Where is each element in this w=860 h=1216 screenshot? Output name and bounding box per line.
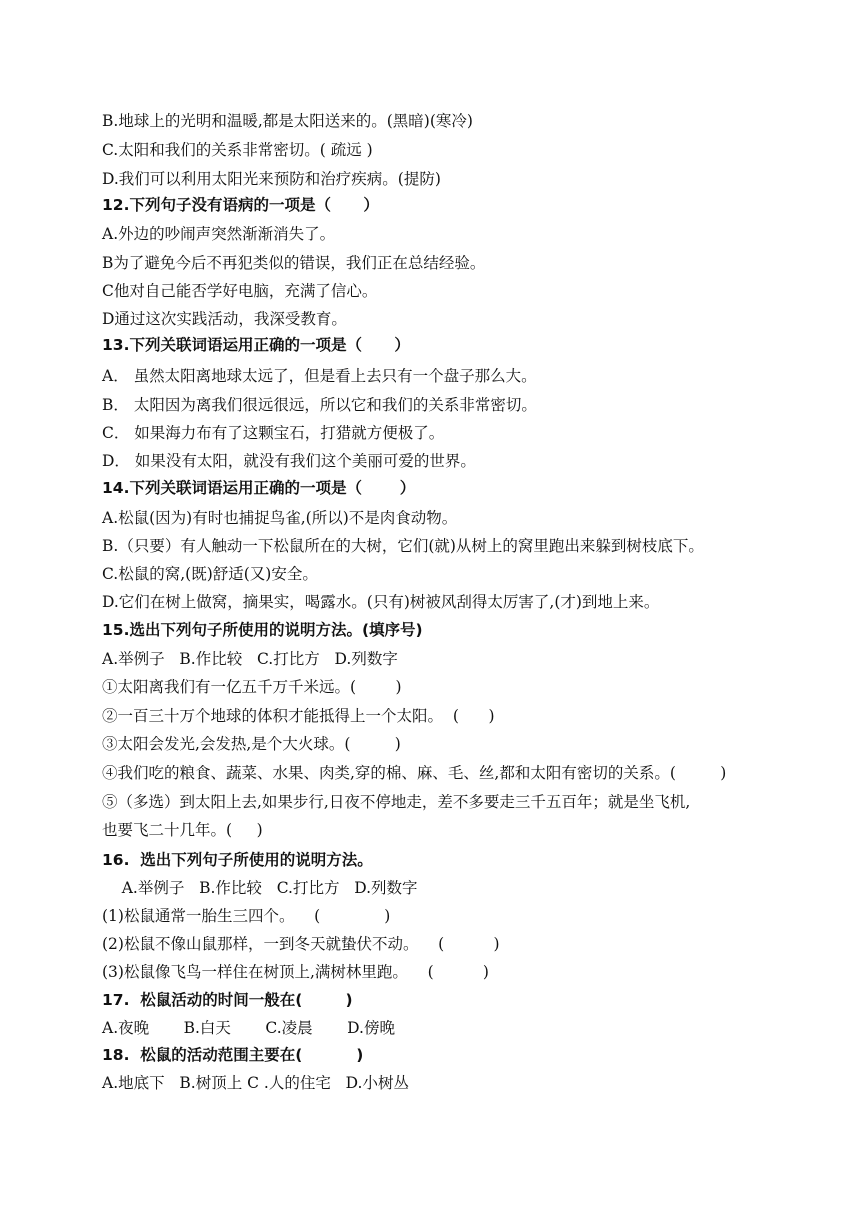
q15-item-2: ②一百三十万个地球的体积才能抵得上一个太阳。 ( ): [102, 707, 495, 725]
q15-choices: A.举例子 B.作比较 C.打比方 D.列数字: [102, 650, 398, 668]
q11-option-c: C.太阳和我们的关系非常密切。( 疏远 ): [102, 141, 373, 159]
q13-option-b: B． 太阳因为离我们很远很远，所以它和我们的关系非常密切。: [102, 396, 537, 414]
q16-item-3: (3)松鼠像飞鸟一样住在树顶上,满树林里跑。 ( ): [102, 963, 489, 981]
q15-title: 15.选出下列句子所使用的说明方法。(填序号): [102, 621, 423, 639]
q14-option-b: B.（只要）有人触动一下松鼠所在的大树，它们(就)从树上的窝里跑出来躲到树枝底下。: [102, 537, 704, 555]
q11-option-d: D.我们可以利用太阳光来预防和治疗疾病。(提防): [102, 170, 441, 188]
q12-option-d: D通过这次实践活动，我深受教育。: [102, 310, 347, 328]
q18-options: A.地底下 B.树顶上 C .人的住宅 D.小树丛: [102, 1074, 409, 1092]
q12-option-a: A.外边的吵闹声突然渐渐消失了。: [102, 225, 336, 243]
q13-title: 13.下列关联词语运用正确的一项是（ ）: [102, 336, 410, 354]
q13-option-c: C． 如果海力布有了这颗宝石，打猎就方便极了。: [102, 424, 445, 442]
q15-item-3: ③太阳会发光,会发热,是个大火球。( ): [102, 735, 401, 753]
q15-item-4: ④我们吃的粮食、蔬菜、水果、肉类,穿的棉、麻、毛、丝,都和太阳有密切的关系。( ): [102, 764, 727, 782]
q11-option-b: B.地球上的光明和温暖,都是太阳送来的。(黑暗)(寒冷): [102, 112, 473, 130]
q15-item-5: ⑤（多选）到太阳上去,如果步行,日夜不停地走，差不多要走三千五百年；就是坐飞机,: [102, 793, 691, 811]
q12-option-b: B为了避免今后不再犯类似的错误，我们正在总结经验。: [102, 254, 486, 272]
q18-title: 18. 松鼠的活动范围主要在( ): [102, 1046, 364, 1064]
q12-title: 12.下列句子没有语病的一项是（ ）: [102, 196, 379, 214]
q17-options: A.夜晚 B.白天 C.凌晨 D.傍晚: [102, 1019, 395, 1037]
q15-item-1: ①太阳离我们有一亿五千万千米远。( ): [102, 678, 402, 696]
q14-title: 14.下列关联词语运用正确的一项是（ ）: [102, 479, 416, 497]
q14-option-d: D.它们在树上做窝，摘果实，喝露水。(只有)树被风刮得太厉害了,(才)到地上来。: [102, 593, 660, 611]
q12-option-c: C他对自己能否学好电脑，充满了信心。: [102, 282, 378, 300]
q14-option-c: C.松鼠的窝,(既)舒适(又)安全。: [102, 565, 318, 583]
q13-option-d: D． 如果没有太阳，就没有我们这个美丽可爱的世界。: [102, 452, 476, 470]
q14-option-a: A.松鼠(因为)有时也捕捉鸟雀,(所以)不是肉食动物。: [102, 509, 458, 527]
q16-title: 16. 选出下列句子所使用的说明方法。: [102, 851, 373, 869]
q17-title: 17. 松鼠活动的时间一般在( ): [102, 991, 353, 1009]
q16-choices: A.举例子 B.作比较 C.打比方 D.列数字: [102, 879, 418, 897]
q16-item-1: (1)松鼠通常一胎生三四个。 ( ): [102, 907, 391, 925]
q15-item-5-cont: 也要飞二十几年。( ): [102, 821, 263, 839]
q13-option-a: A． 虽然太阳离地球太远了，但是看上去只有一个盘子那么大。: [102, 367, 537, 385]
q16-item-2: (2)松鼠不像山鼠那样，一到冬天就蛰伏不动。 ( ): [102, 935, 500, 953]
